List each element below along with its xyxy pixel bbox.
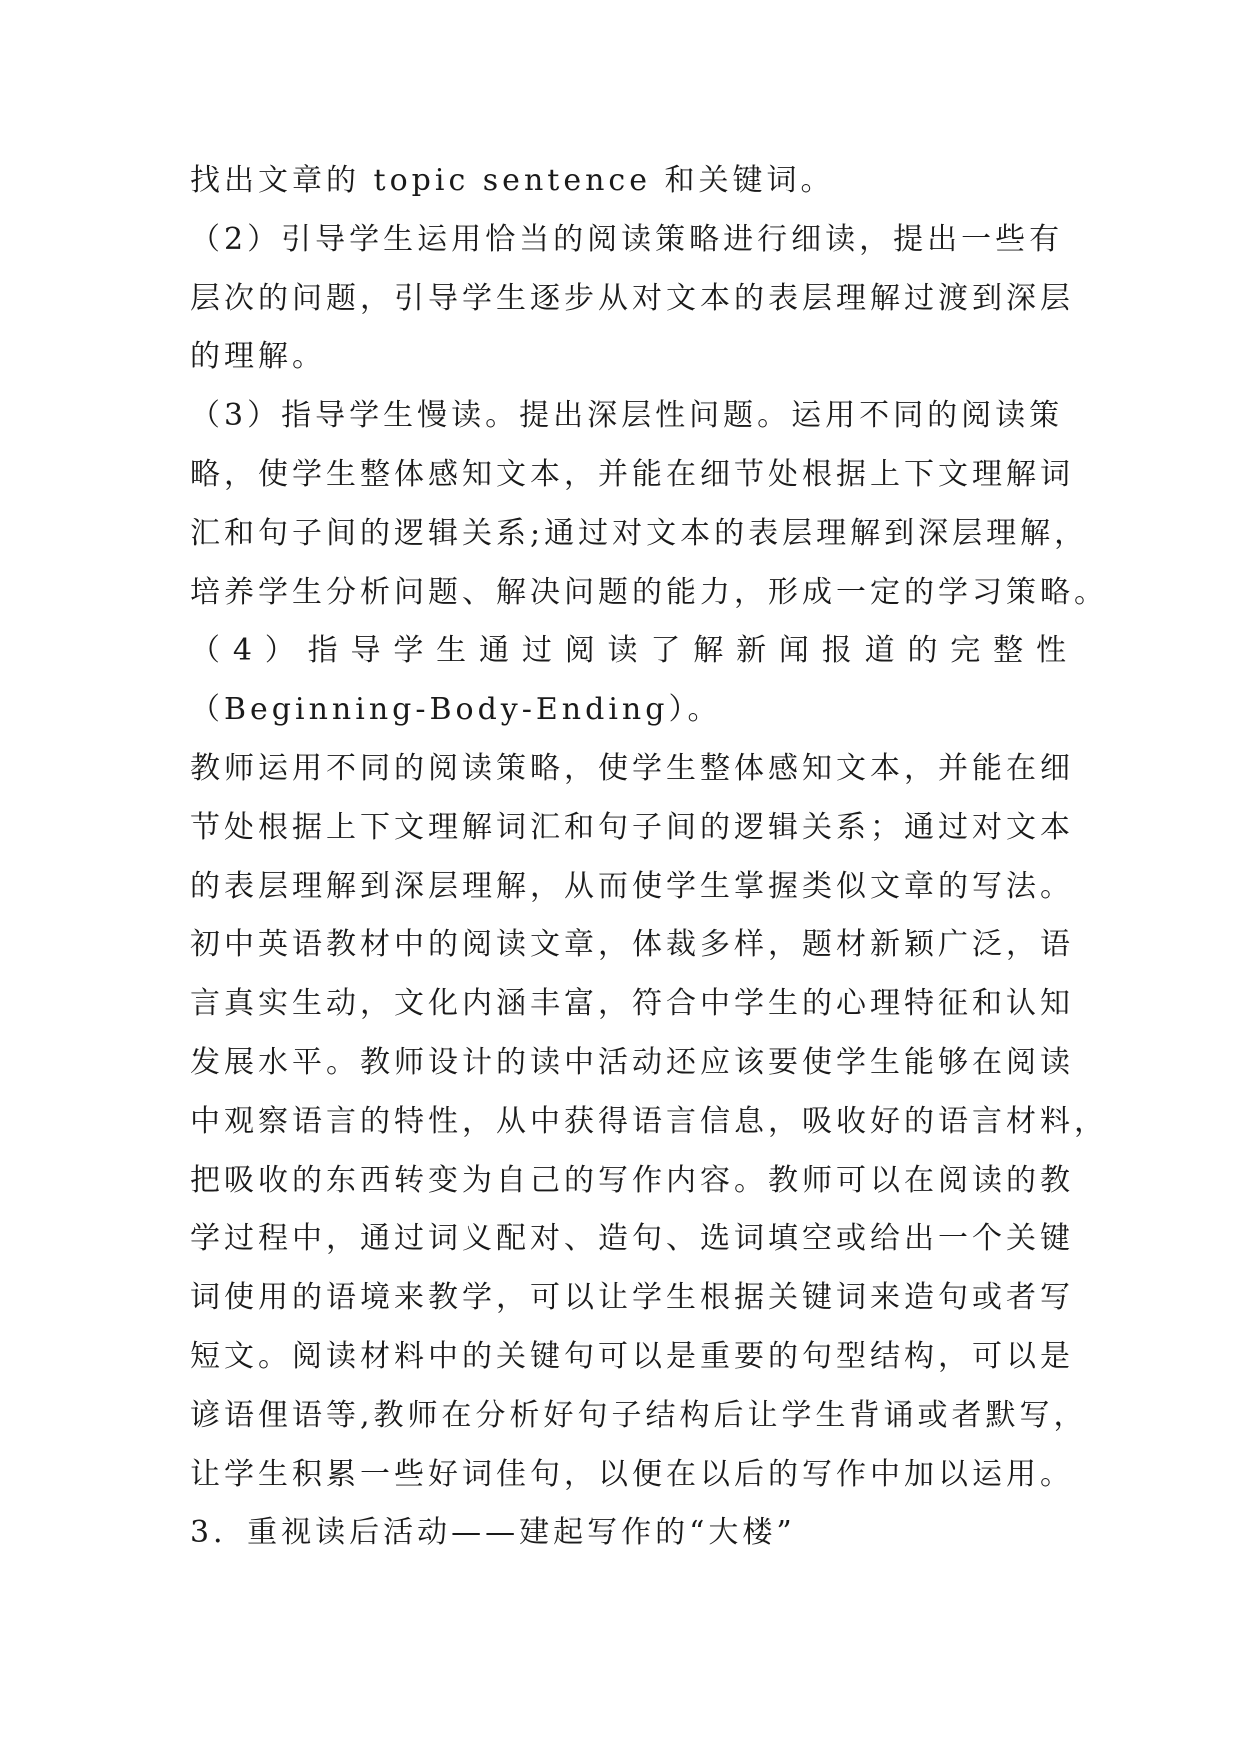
text-line: 初中英语教材中的阅读文章，体裁多样，题材新颖广泛，语 — [190, 927, 1074, 963]
text-line: 节处根据上下文理解词汇和句子间的逻辑关系；通过对文本 — [190, 809, 1074, 845]
text-line: （3）指导学生慢读。提出深层性问题。运用不同的阅读策 — [190, 398, 1064, 434]
text-line: 教师运用不同的阅读策略，使学生整体感知文本，并能在细 — [190, 750, 1074, 786]
text-line: （Beginning-Body-Ending）。 — [190, 692, 722, 728]
text-line: 让学生积累一些好词佳句，以便在以后的写作中加以运用。 — [190, 1456, 1074, 1492]
text-line: 词使用的语境来教学，可以让学生根据关键词来造句或者写 — [190, 1280, 1074, 1316]
text-line: 培养学生分析问题、解决问题的能力，形成一定的学习策略。 — [190, 574, 1108, 610]
text-line: 汇和句子间的逻辑关系;通过对文本的表层理解到深层理解， — [190, 515, 1089, 551]
text-line: 谚语俚语等,教师在分析好句子结构后让学生背诵或者默写， — [190, 1397, 1088, 1433]
text-line: 的理解。 — [190, 339, 326, 375]
text-line: 略，使学生整体感知文本，并能在细节处根据上下文理解词 — [190, 456, 1074, 492]
text-line: 把吸收的东西转变为自己的写作内容。教师可以在阅读的教 — [190, 1162, 1074, 1198]
text-line: 中观察语言的特性，从中获得语言信息，吸收好的语言材料， — [190, 1103, 1108, 1139]
text-line: （2）引导学生运用恰当的阅读策略进行细读，提出一些有 — [190, 221, 1064, 257]
text-line-justified: （4）指导学生通过阅读了解新闻报道的完整性 — [190, 633, 1070, 669]
text-line: 短文。阅读材料中的关键句可以是重要的句型结构，可以是 — [190, 1338, 1074, 1374]
text-line: 言真实生动，文化内涵丰富，符合中学生的心理特征和认知 — [190, 986, 1074, 1022]
text-line: 找出文章的 topic sentence 和关键词。 — [190, 163, 835, 198]
text-line: 发展水平。教师设计的读中活动还应该要使学生能够在阅读 — [190, 1044, 1074, 1080]
body-text — [190, 152, 1108, 1563]
text-line: 的表层理解到深层理解，从而使学生掌握类似文章的写法。 — [190, 868, 1074, 904]
text-line: 层次的问题，引导学生逐步从对文本的表层理解过渡到深层 — [190, 280, 1074, 316]
text-line: 学过程中，通过词义配对、造句、选词填空或给出一个关键 — [190, 1221, 1074, 1257]
section-heading: 3．重视读后活动——建起写作的“大楼” — [190, 1515, 796, 1551]
